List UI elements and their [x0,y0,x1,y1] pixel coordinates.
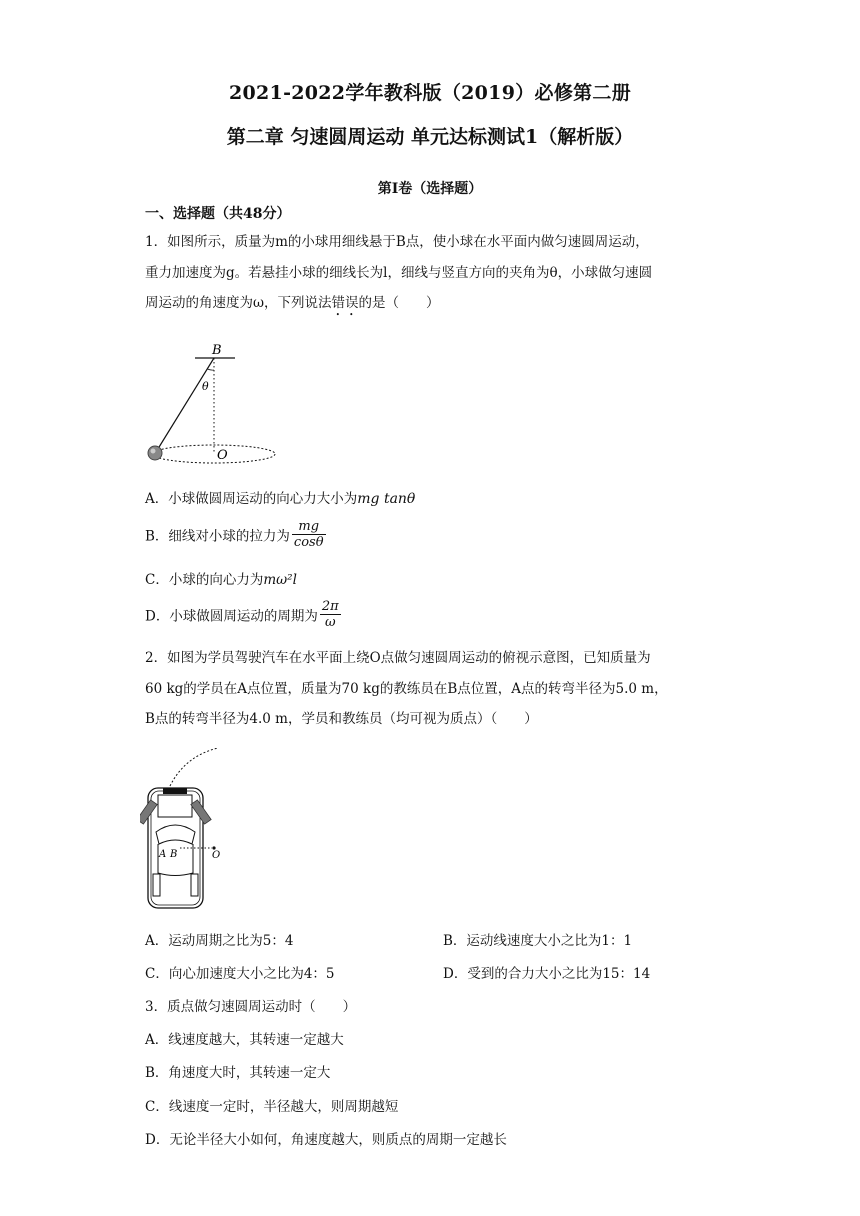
question-2-line2: 60 kg的学员在A点位置，质量为70 kg的教练员在B点位置，A点的转弯半径为5.0 m， [145,680,668,697]
point-o-label: O [212,850,221,861]
question-2-option-c[interactable]: C．向心加速度大小之比为4：5 [145,966,335,982]
option-c-text: C．小球的向心力为 [145,572,264,588]
option-b-denominator: cosθ [293,535,324,550]
question-2-figure [140,748,240,916]
question-1-line3-a: 周运动的角速度为ω，下列说法 [145,295,332,311]
question-3-option-c[interactable]: C．线速度一定时，半径越大，则周期越短 [145,1099,399,1115]
option-b-text: B．细线对小球的拉力为 [145,528,290,545]
point-b-label: B [170,849,178,860]
question-3-option-a[interactable]: A．线速度越大，其转速一定越大 [145,1032,344,1048]
question-2-line3: B点的转弯半径为4.0 m，学员和教练员（均可视为质点）（ ） [145,711,538,727]
question-1-option-a[interactable] [145,487,415,507]
option-d-numerator: 2π [321,599,339,614]
ball [148,446,162,460]
question-1-figure [140,340,285,465]
question-1-option-b[interactable] [145,519,326,550]
option-a-formula: mg tanθ [357,491,416,507]
option-d-text: D．小球做圆周运动的周期为 [145,608,318,625]
question-2-option-d[interactable]: D．受到的合力大小之比为15：14 [443,966,651,982]
volume-title: 第Ⅰ卷（选择题） [377,181,483,197]
angle-arc [208,369,215,370]
point-b-label: B [212,343,222,358]
question-1-line3-c: 的是（ ） [358,295,440,311]
question-1-option-d[interactable] [145,599,341,630]
angle-label: θ [202,380,209,393]
question-1-stem [145,227,725,319]
ball-highlight [151,449,156,454]
question-1-line2: 重力加速度为g。若悬挂小球的细线长为l，细线与竖直方向的夹角为θ，小球做匀速圆 [145,264,653,281]
option-c-formula: mω²l [263,572,297,588]
center-o-label: O [217,448,228,463]
question-3-stem: 3．质点做匀速圆周运动时（ ） [145,999,357,1015]
string-line [156,358,214,452]
question-1-emphasis-word: 错误 [331,295,359,311]
document-title-line2: 第二章 匀速圆周运动 单元达标测试1（解析版） [226,126,634,148]
question-2-stem [145,643,725,735]
question-1-line3 [145,288,725,319]
question-3-option-b[interactable]: B．角速度大时，其转速一定大 [145,1065,331,1081]
option-b-numerator: mg [292,519,326,535]
option-d-fraction [320,599,341,630]
option-b-fraction [292,519,326,550]
trajectory-arc [170,748,218,786]
document-title-line1: 2021-2022学年教科版（2019）必修第二册 [228,82,632,104]
hood-block [163,788,187,794]
option-a-text: A．小球做圆周运动的向心力大小为 [145,491,358,507]
option-d-denominator: ω [324,615,336,630]
question-3-option-d[interactable]: D．无论半径大小如何，角速度越大，则质点的周期一定越长 [145,1132,507,1148]
part-one-heading: 一、选择题（共48分） [145,206,291,222]
question-2-option-a[interactable]: A．运动周期之比为5：4 [145,933,294,949]
point-a-label: A [159,849,167,860]
question-1-option-c[interactable] [145,568,297,588]
question-2-line1: 2．如图为学员驾驶汽车在水平面上绕O点做匀速圆周运动的俯视示意图，已知质量为 [145,650,651,666]
question-2-option-b[interactable]: B．运动线速度大小之比为1：1 [443,933,633,949]
question-1-line1: 1．如图所示，质量为m的小球用细线悬于B点，使小球在水平面内做匀速圆周运动， [145,234,649,250]
